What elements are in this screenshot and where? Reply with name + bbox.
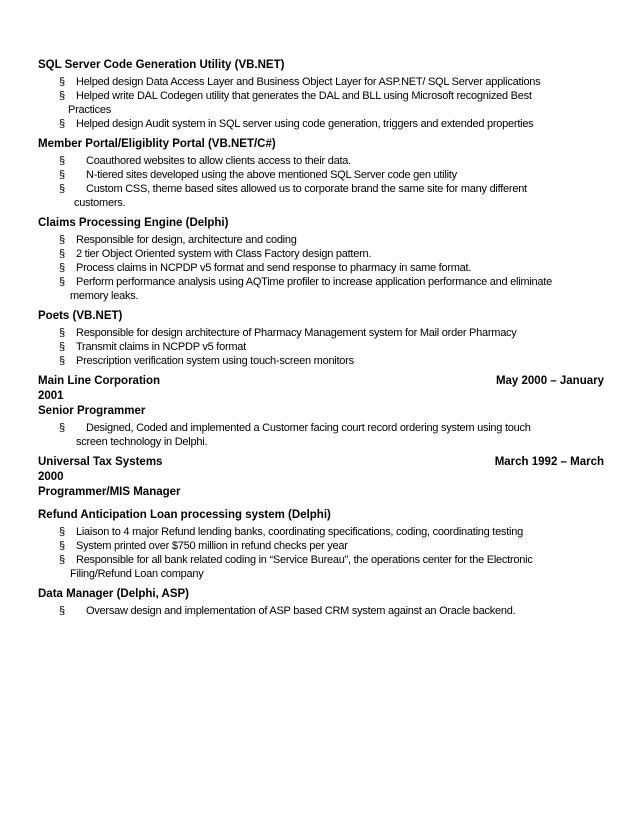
section-claims-engine <box>38 216 604 303</box>
bullet-icon: § <box>59 248 65 260</box>
bullet-icon: § <box>59 422 65 434</box>
list-item: § 2 tier Object Oriented system with Class Factory design pattern. <box>59 248 372 260</box>
list-item: § Perform performance analysis using AQTime profiler to increase application performance and eliminate memory leaks. <box>59 276 552 302</box>
list-item: § N-tiered sites developed using the above mentioned SQL Server code gen utility <box>59 169 457 181</box>
bullet-icon: § <box>59 118 65 130</box>
bullet-icon: § <box>59 341 65 353</box>
section-main-line <box>38 374 604 449</box>
job-header <box>38 455 604 470</box>
job-dates-continued: 2001 <box>38 390 64 402</box>
list-item: § Helped design Audit system in SQL server using code generation, triggers and extended properties <box>59 118 534 130</box>
section-title: Claims Processing Engine (Delphi) <box>38 217 229 229</box>
job-dates: May 2000 – January <box>495 375 604 387</box>
list-item: § System printed over $750 million in refund checks per year <box>59 540 348 552</box>
bullet-icon: § <box>59 90 65 102</box>
job-header <box>38 374 604 389</box>
list-item: § Liaison to 4 major Refund lending banks, coordinating specifications, coding, coordinating testing <box>59 526 523 538</box>
bullet-icon: § <box>59 276 65 288</box>
section-title: Refund Anticipation Loan processing system (Delphi) <box>38 509 331 521</box>
bullet-icon: § <box>59 183 65 195</box>
bullet-icon: § <box>59 327 65 339</box>
section-title: SQL Server Code Generation Utility (VB.NET) <box>38 59 285 71</box>
list-item: § Coauthored websites to allow clients access to their data. <box>59 155 351 167</box>
job-role: Senior Programmer <box>38 405 146 417</box>
section-member-portal <box>38 137 604 210</box>
resume-page <box>38 58 604 624</box>
bullet-icon: § <box>59 526 65 538</box>
section-refund-loan <box>38 508 604 581</box>
list-item: § Helped write DAL Codegen utility that generates the DAL and BLL using Microsoft recognized Best Practices <box>59 90 532 116</box>
company-name: Main Line Corporation <box>38 375 161 387</box>
company-name: Universal Tax Systems <box>38 456 163 468</box>
section-sql-codegen <box>38 58 604 131</box>
bullet-icon: § <box>59 540 65 552</box>
job-dates: March 1992 – March <box>494 456 604 468</box>
section-poets <box>38 309 604 368</box>
section-title: Member Portal/Eligiblity Portal (VB.NET/C#) <box>38 138 276 150</box>
bullet-icon: § <box>59 554 65 566</box>
bullet-icon: § <box>59 234 65 246</box>
section-data-manager <box>38 587 604 618</box>
list-item: § Transmit claims in NCPDP v5 format <box>59 341 246 353</box>
list-item: § Helped design Data Access Layer and Business Object Layer for ASP.NET/ SQL Server applications <box>59 76 541 88</box>
list-item: § Custom CSS, theme based sites allowed us to corporate brand the same site for many different customers. <box>59 183 527 209</box>
list-item: § Responsible for all bank related coding in “Service Bureau”, the operations center for the Electronic Filing/Refund Loan company <box>59 554 533 580</box>
list-item: § Responsible for design architecture of Pharmacy Management system for Mail order Pharmacy <box>59 327 517 339</box>
job-role: Programmer/MIS Manager <box>38 486 181 498</box>
list-item: § Prescription verification system using touch-screen monitors <box>59 355 354 367</box>
job-dates-continued: 2000 <box>38 471 64 483</box>
section-title: Data Manager (Delphi, ASP) <box>38 588 190 600</box>
bullet-icon: § <box>59 169 65 181</box>
list-item: § Process claims in NCPDP v5 format and send response to pharmacy in same format. <box>59 262 472 274</box>
bullet-icon: § <box>59 76 65 88</box>
bullet-icon: § <box>59 355 65 367</box>
list-item: § Oversaw design and implementation of ASP based CRM system against an Oracle backend. <box>59 605 516 617</box>
section-universal-tax <box>38 455 604 500</box>
bullet-icon: § <box>59 605 65 617</box>
bullet-icon: § <box>59 155 65 167</box>
bullet-icon: § <box>59 262 65 274</box>
list-item: § Designed, Coded and implemented a Customer facing court record ordering system using touch screen technology in Delphi. <box>59 422 531 448</box>
section-title: Poets (VB.NET) <box>38 310 123 322</box>
list-item: § Responsible for design, architecture and coding <box>59 234 297 246</box>
